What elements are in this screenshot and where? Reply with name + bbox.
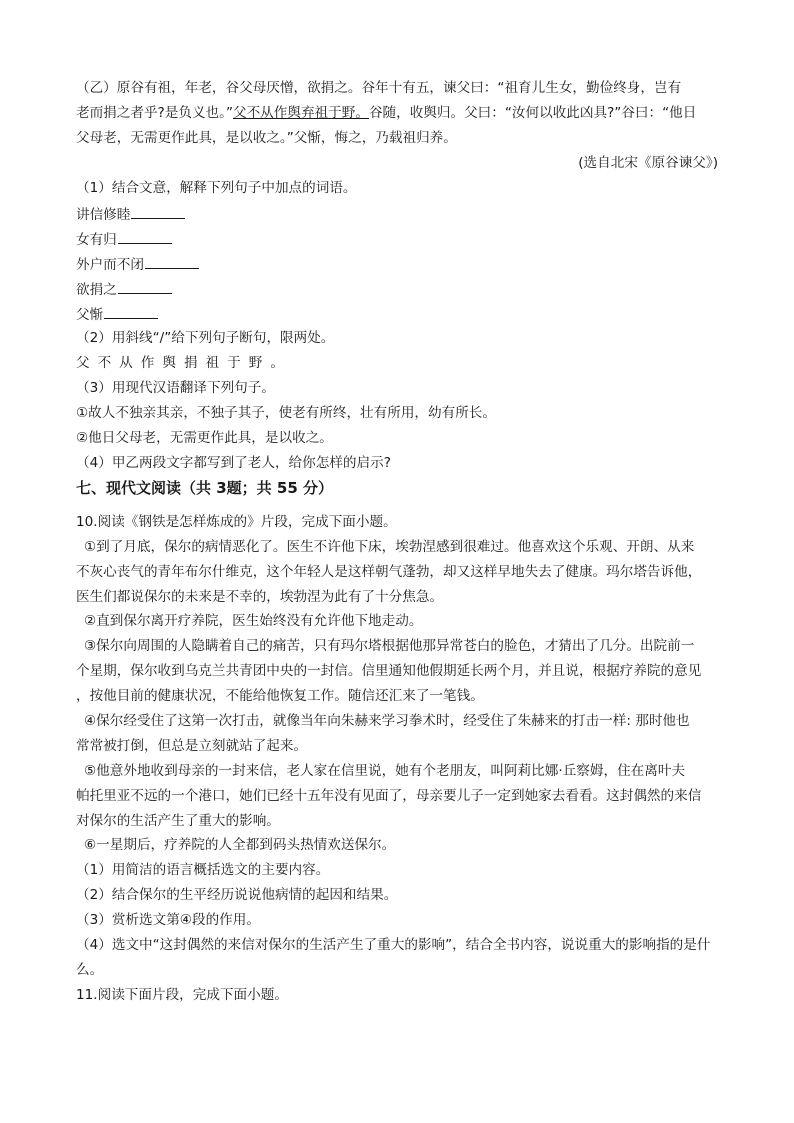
q1-prompt: （1）结合文意，解释下列句子中加点的词语。 <box>76 180 357 196</box>
q2-prompt: （2）用斜线“/”给下列句子断句，限两处。 <box>76 330 335 346</box>
passage-yi-line-2-post: 谷随，收舆归。父曰：“汝何以收此凶具?”谷曰：“他日 <box>368 105 697 121</box>
q1-item-text: 女有归 <box>76 232 117 248</box>
q10-paragraph-4-line-1: ④保尔经受住了这第一次打击，就像当年向朱赫来学习拳术时，经受住了朱赫来的打击一样: 那时他也 <box>84 713 690 729</box>
q1-item <box>76 279 172 300</box>
q1-item-text: 欲捐之 <box>76 282 117 298</box>
q10-paragraph-6: ⑥一星期后，疗养院的人全都到码头热情欢送保尔。 <box>84 837 396 853</box>
q10-paragraph-5-line-1: ⑤他意外地收到母亲的一封来信，老人家在信里说，她有个老朋友，叫阿莉比娜·丘察姆，住在离叶夫 <box>84 763 686 779</box>
q4-prompt: （4）甲乙两段文字都写到了老人，给你怎样的启示? <box>76 455 391 471</box>
answer-blank[interactable] <box>145 254 199 269</box>
q1-item <box>76 254 199 275</box>
q10-subquestion-2: （2）结合保尔的生平经历说说他病情的起因和结果。 <box>76 887 398 903</box>
answer-blank[interactable] <box>118 279 172 294</box>
passage-yi-line-1: （乙）原谷有祖，年老，谷父母厌憎，欲捐之。谷年十有五，谏父曰：“祖育儿生女，勤俭终身，岂有 <box>76 80 682 96</box>
q10-paragraph-3-line-1: ③保尔向周围的人隐瞒着自己的痛苦，只有玛尔塔根据他那异常苍白的脸色，才猜出了几分。出院前一 <box>84 638 695 654</box>
q10-paragraph-1-line-2: 不灰心丧气的青年布尔什维克，这个年轻人是这样朝气蓬勃，却又这样早地失去了健康。玛尔塔告诉他， <box>76 564 702 580</box>
q10-subquestion-3: （3）赏析选文第④段的作用。 <box>76 912 260 928</box>
q10-intro: 10.阅读《钢铁是怎样炼成的》片段，完成下面小题。 <box>76 514 397 530</box>
q10-paragraph-5-line-3: 对保尔的生活产生了重大的影响。 <box>76 813 280 829</box>
q3-item-1: ①故人不独亲其亲，不独子其子，使老有所终，壮有所用，幼有所长。 <box>76 405 496 421</box>
answer-blank[interactable] <box>118 229 172 244</box>
q10-paragraph-1-line-1: ①到了月底，保尔的病情恶化了。医生不许他下床，埃勃涅感到很难过。他喜欢这个乐观、开朗、从来 <box>84 539 695 555</box>
answer-blank[interactable] <box>104 304 158 319</box>
q10-paragraph-5-line-2: 帕托里亚不远的一个港口，她们已经十五年没有见面了，母亲要儿子一定到她家去看看。这封偶然的来信 <box>76 788 702 804</box>
q11-intro: 11.阅读下面片段，完成下面小题。 <box>76 987 288 1003</box>
q10-paragraph-4-line-2: 常常被打倒，但总是立刻就站了起来。 <box>76 738 308 754</box>
q3-prompt: （3）用现代汉语翻译下列句子。 <box>76 380 275 396</box>
passage-yi-line-2 <box>76 103 696 123</box>
passage-yi-line-3: 父母老，无需更作此具，是以收之。”父惭，悔之，乃载祖归养。 <box>76 130 457 146</box>
q10-subquestion-4-line-1: （4）选文中“这封偶然的来信对保尔的生活产生了重大的影响”，结合全书内容，说说重大的影响指的是什 <box>76 937 711 953</box>
q10-paragraph-2: ②直到保尔离开疗养院，医生始终没有允许他下地走动。 <box>84 613 423 629</box>
q1-item <box>76 304 158 325</box>
q2-sentence: 父不从作舆捐祖于野。 <box>76 355 292 371</box>
q10-paragraph-1-line-3: 医生们都说保尔的未来是不幸的，埃勃涅为此有了十分焦急。 <box>76 589 444 605</box>
q1-item-text: 父惭 <box>76 307 104 323</box>
q10-subquestion-4-line-2: 么。 <box>76 962 104 978</box>
passage-yi-line-2-pre: 老而捐之者乎?是负义也。” <box>76 105 233 121</box>
q10-subquestion-1: （1）用简洁的语言概括选文的主要内容。 <box>76 862 330 878</box>
passage-source: (选自北宋《原谷谏父》) <box>578 155 718 171</box>
q1-item-text: 讲信修睦 <box>76 207 131 223</box>
q10-paragraph-3-line-3: ，按他目前的健康状况，不能给他恢复工作。随信还汇来了一笔钱。 <box>76 688 484 704</box>
q1-item-text: 外户而不闭 <box>76 257 144 273</box>
underlined-sentence: 父不从作舆弃祖于野。 <box>233 105 369 121</box>
section-heading: 七、现代文阅读（共 3题；共 55 分） <box>76 479 333 497</box>
q1-item <box>76 204 185 225</box>
q1-item <box>76 229 172 250</box>
q3-item-2: ②他日父母老，无需更作此具，是以收之。 <box>76 430 333 446</box>
answer-blank[interactable] <box>131 204 185 219</box>
q10-paragraph-3-line-2: 个星期，保尔收到乌克兰共青团中央的一封信。信里通知他假期延长两个月，并且说，根据疗养院的意见 <box>76 663 702 679</box>
